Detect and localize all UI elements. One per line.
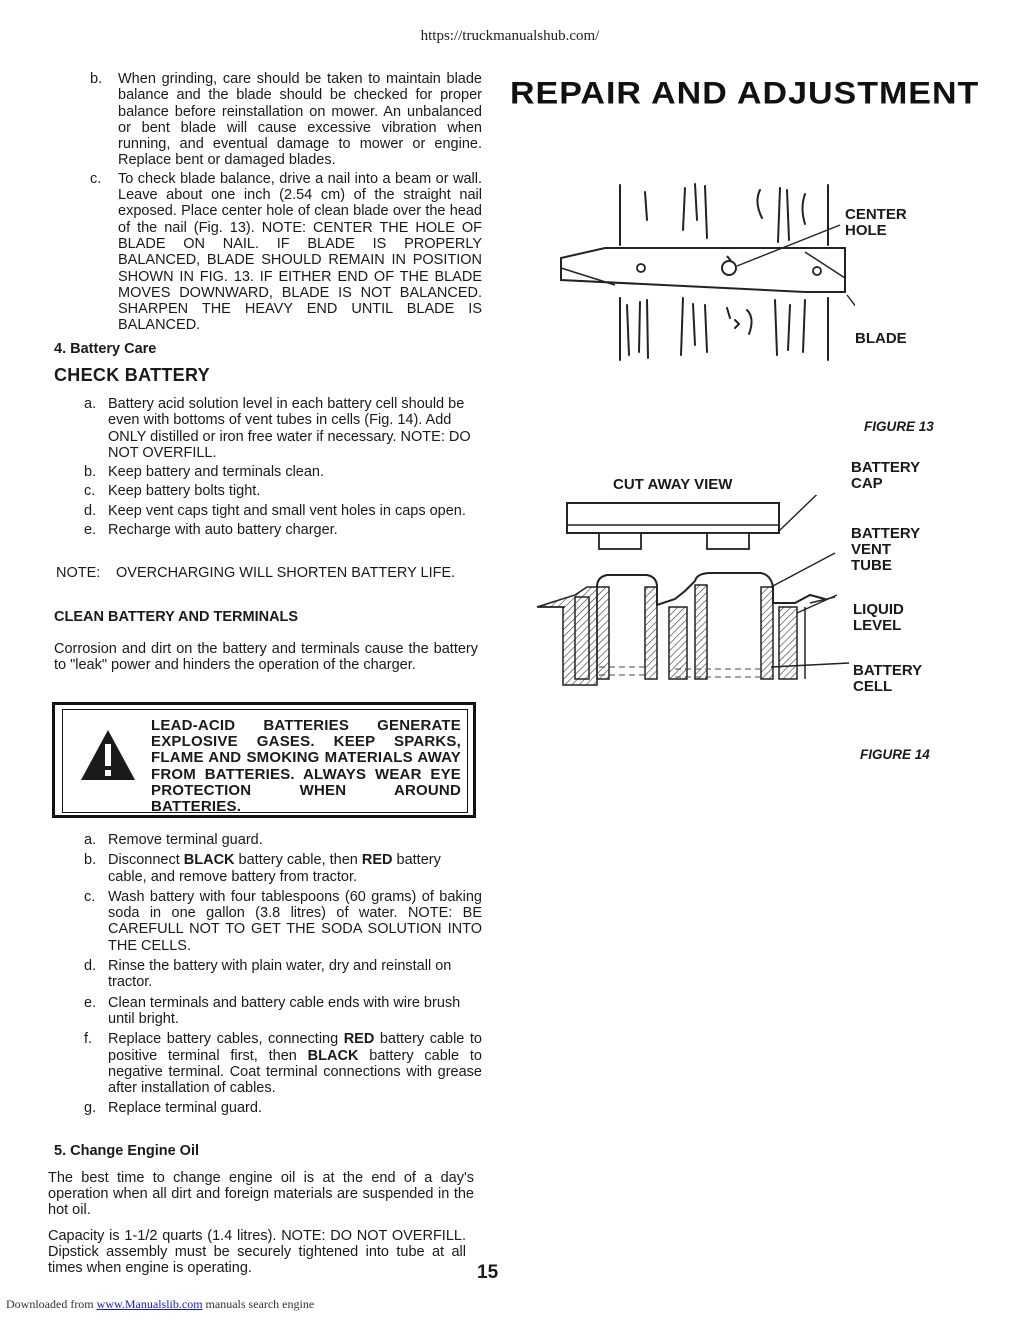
item-text-b: battery cable to positive terminal first, then: [108, 1031, 482, 1064]
list-item: [52, 832, 482, 848]
label-liquid-level: [853, 602, 904, 634]
item-text-c: battery cable to negative terminal. Coat terminal connections with grease after installation of cables.: [108, 1047, 482, 1097]
item-marker: e.: [84, 522, 97, 539]
item-text: Recharge with auto battery charger.: [108, 522, 338, 539]
clean-battery-paragraph: Corrosion and dirt on the battery and terminals cause the battery to "leak" power and hinders the operation of the charger.: [54, 641, 478, 673]
footer-prefix: Downloaded from: [6, 1297, 97, 1311]
figure-14-caption: FIGURE 14: [860, 747, 930, 762]
red-cable-emphasis: RED: [361, 852, 393, 869]
engine-oil-paragraph-1: The best time to change engine oil is at the end of a day's operation when all dirt and foreign materials are suspended in the hot oil.: [48, 1170, 474, 1218]
list-item: [52, 396, 482, 461]
label-level: LEVEL: [853, 617, 902, 634]
item-marker: c.: [84, 888, 96, 905]
item-marker: e.: [84, 994, 97, 1011]
item-marker: b.: [84, 852, 97, 869]
label-battery-cell: [853, 663, 922, 695]
page-number: 15: [477, 1262, 499, 1283]
red-cable-emphasis: RED: [343, 1031, 375, 1048]
item-text-a: Disconnect: [108, 852, 184, 869]
list-item: [52, 503, 482, 519]
label-vent: VENT: [851, 541, 892, 558]
figure-14-battery-diagram: [535, 495, 853, 695]
item-marker: b.: [90, 71, 103, 87]
label-battery: BATTERY: [851, 459, 921, 476]
item-text: Keep battery and terminals clean.: [108, 464, 325, 481]
check-battery-heading: CHECK BATTERY: [54, 365, 210, 385]
engine-oil-paragraph-2: Capacity is 1-1/2 quarts (1.4 litres). NOTE: DO NOT OVERFILL. Dipstick assembly must be securely tightened into tube at all times when engine is operating.: [48, 1228, 466, 1276]
list-item: [52, 995, 482, 1028]
item-text: When grinding, care should be taken to maintain blade balance and the blade should be checked for proper balance before reinstallation on mower. An unbalanced or bent blade will cause excessive vibration when running, and eventual damage to mower or engine. Replace bent or damaged blades.: [118, 71, 482, 169]
label-battery: BATTERY: [851, 525, 921, 542]
item-text-a: Replace battery cables, connecting: [108, 1031, 344, 1048]
item-marker: d.: [84, 502, 97, 519]
item-marker: c.: [90, 170, 102, 187]
item-text-c: battery cable, and remove battery from tractor.: [108, 852, 441, 885]
black-cable-emphasis: BLACK: [307, 1047, 359, 1064]
engine-oil-heading: 5. Change Engine Oil: [54, 1143, 200, 1159]
item-text-b: battery cable, then: [234, 852, 362, 869]
label-cell: CELL: [853, 678, 893, 695]
label-battery-cap: [851, 460, 920, 492]
black-cable-emphasis: BLACK: [183, 852, 235, 869]
label-tube: TUBE: [851, 557, 892, 574]
label-hole: HOLE: [845, 222, 887, 239]
source-url: https://truckmanualshub.com/: [420, 28, 600, 44]
item-marker: b.: [84, 464, 97, 481]
list-item: [52, 958, 482, 991]
list-item: [52, 171, 482, 334]
item-marker: a.: [84, 832, 97, 848]
note-label: NOTE:: [56, 565, 101, 581]
overcharge-note: [56, 565, 482, 581]
item-marker: c.: [84, 483, 96, 500]
item-text: Wash battery with four tablespoons (60 grams) of baking soda in one gallon (3.8 litres) of water. NOTE: BE CAREFULL NOT TO GET THE SODA SOLUTION INTO THE CELLS.: [108, 888, 482, 954]
label-cap: CAP: [851, 475, 883, 492]
clean-battery-list: [52, 832, 482, 1117]
clean-battery-heading: CLEAN BATTERY AND TERMINALS: [54, 609, 299, 625]
page-title: REPAIR AND ADJUSTMENT: [510, 76, 980, 111]
item-text: Keep battery bolts tight.: [108, 483, 261, 500]
label-battery-vent-tube: [851, 526, 920, 574]
item-marker: g.: [84, 1100, 97, 1117]
battery-care-heading: 4. Battery Care: [54, 341, 157, 357]
label-liquid: LIQUID: [853, 601, 904, 618]
footer-suffix: manuals search engine: [202, 1297, 315, 1311]
item-text: Battery acid solution level in each battery cell should be even with bottoms of vent tubes in cells (Fig. 14). Add ONLY distilled or iron free water if necessary. NOTE: DO NOT OVERFILL.: [108, 396, 471, 461]
item-text: Rinse the battery with plain water, dry and reinstall on tractor.: [108, 958, 452, 991]
warning-triangle-icon: [79, 728, 137, 782]
item-text: Keep vent caps tight and small vent holes in caps open.: [108, 502, 466, 519]
item-text: Clean terminals and battery cable ends with wire brush until bright.: [108, 994, 461, 1027]
warning-inner-frame: [62, 709, 468, 816]
item-marker: d.: [84, 958, 97, 975]
label-cut-away-view: CUT AWAY VIEW: [613, 476, 733, 493]
label-battery: BATTERY: [853, 662, 923, 679]
item-text: Replace terminal guard.: [108, 1100, 262, 1117]
figure-13-blade-diagram: [555, 180, 855, 370]
list-item: [52, 483, 482, 499]
blade-list: [52, 71, 482, 334]
warning-box: [52, 702, 476, 818]
list-item: [52, 889, 482, 954]
list-item: [52, 464, 482, 480]
list-item: [52, 1100, 482, 1116]
item-text: To check blade balance, drive a nail into a beam or wall. Leave about one inch (2.54 cm) of the straight nail exposed. Place center hole of clean blade over the head of the nail (Fig. 13). NOTE: CENTER THE HOLE OF BLADE ON NAIL. IF BLADE IS PROPERLY BALANCED, BLADE SHOULD REMAIN IN POSITION SHOWN IN FIG. 13. IF EITHER END OF THE BLADE MOVES DOWNWARD, BLADE IS NOT BALANCED. SHARPEN THE HEAVY END UNTIL BLADE IS BALANCED.: [118, 170, 482, 334]
list-item: [52, 522, 482, 538]
figure-13-caption: FIGURE 13: [864, 419, 934, 434]
label-blade: BLADE: [855, 330, 907, 347]
check-battery-list: [52, 396, 482, 538]
list-item: [52, 71, 482, 169]
item-text: Remove terminal guard.: [108, 832, 263, 848]
manualslib-link[interactable]: www.Manualslib.com: [96, 1297, 203, 1311]
note-text: OVERCHARGING WILL SHORTEN BATTERY LIFE.: [116, 565, 456, 581]
label-center-hole: [845, 207, 907, 239]
item-marker: f.: [84, 1031, 93, 1048]
list-item: [52, 1031, 482, 1096]
download-footer: [6, 1297, 314, 1312]
list-item: [52, 852, 482, 885]
warning-text: LEAD-ACID BATTERIES GENERATE EXPLOSIVE GASES. KEEP SPARKS, FLAME AND SMOKING MATERIALS AWAY FROM BATTERIES. ALWAYS WEAR EYE PROTECTION WHEN AROUND BATTERIES.: [151, 717, 461, 816]
item-marker: a.: [84, 396, 97, 412]
label-center: CENTER: [845, 206, 907, 223]
